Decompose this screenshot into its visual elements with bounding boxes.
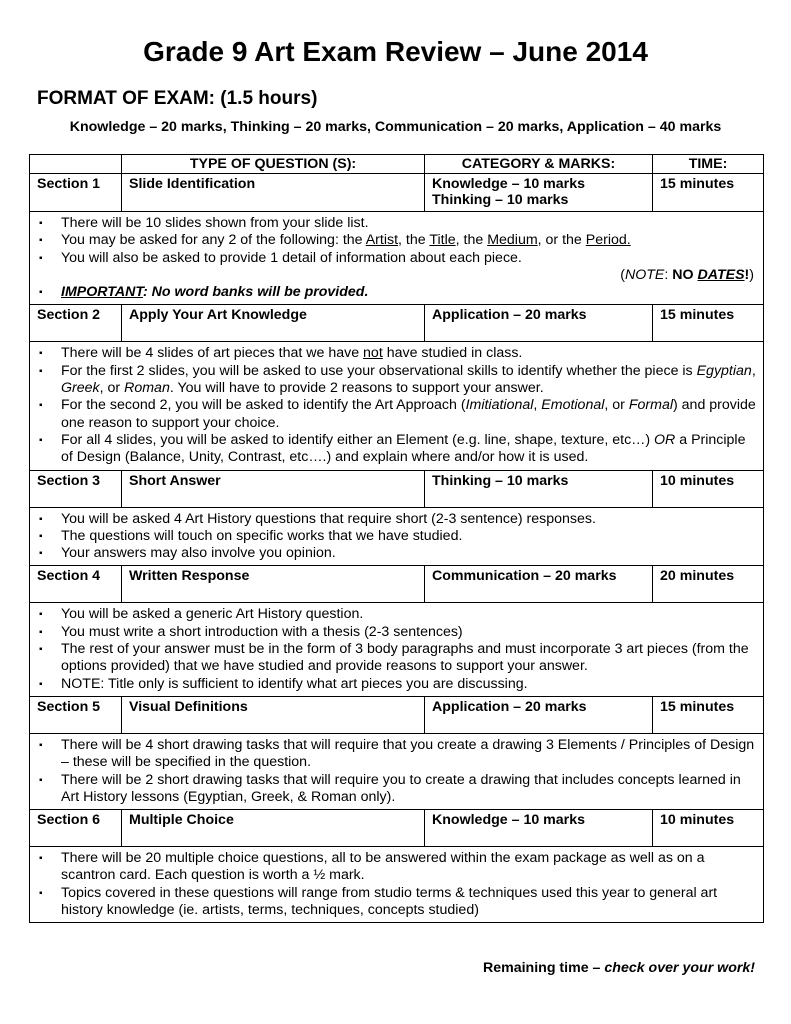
section-label: Section 6 (30, 810, 122, 847)
exam-format-table (29, 154, 764, 923)
bullet-list (37, 284, 756, 301)
list-item: ▪ For all 4 slides, you will be asked to identify either an Element (e.g. line, shape, texture, etc…) OR a Principle of Design (Balance, Unity, Contrast, etc….) and explain where and/or how it is used. (39, 431, 746, 466)
bullet-icon: ▪ (39, 678, 43, 690)
section-type: Slide Identification (122, 174, 425, 212)
section-row (30, 470, 764, 507)
section-category (425, 174, 653, 212)
section-time: 10 minutes (653, 810, 764, 847)
bullet-icon: ▪ (39, 853, 43, 865)
list-item: ▪ Topics covered in these questions will range from studio terms & techniques used this year to general art history knowledge (ie. artists, terms, techniques, concepts studied) (39, 884, 718, 919)
section-row (30, 174, 764, 212)
section-row (30, 696, 764, 733)
list-item: ▪ There will be 20 multiple choice questions, all to be answered within the exam package as well as on a scantron card. Each question is worth a ½ mark. (39, 850, 705, 884)
section-details-row (30, 603, 764, 696)
section-category: Thinking – 10 marks (425, 470, 653, 507)
bullet-icon: ▪ (39, 218, 43, 229)
list-item: ▪ NOTE: Title only is sufficient to identify what art pieces you are discussing. (39, 675, 528, 692)
page-title: Grade 9 Art Exam Review – June 2014 (143, 36, 648, 67)
section-row (30, 810, 764, 847)
section-time: 10 minutes (653, 470, 764, 507)
section-details-row (30, 847, 764, 923)
header-category-marks: CATEGORY & MARKS: (425, 155, 653, 174)
bullet-icon: ▪ (39, 739, 43, 751)
bullet-icon: ▪ (39, 644, 43, 656)
section-details (30, 603, 764, 696)
section-category: Communication – 20 marks (425, 566, 653, 603)
list-item: ▪ IMPORTANT: No word banks will be provided. (39, 284, 369, 301)
section-details-row (30, 733, 764, 809)
section-type: Short Answer (122, 470, 425, 507)
list-item: ▪ There will be 10 slides shown from your slide list. (39, 215, 369, 231)
no-dates-note: (NOTE: NO DATES!) (620, 266, 754, 283)
section-details-row (30, 342, 764, 470)
bullet-list (37, 606, 756, 692)
section-time: 20 minutes (653, 566, 764, 603)
header-type-of-question: TYPE OF QUESTION (S): (122, 155, 425, 174)
section-label: Section 2 (30, 305, 122, 342)
section-row (30, 305, 764, 342)
list-item: ▪ The rest of your answer must be in the form of 3 body paragraphs and must incorporate 3 art pieces (from the options provided) that we have studied and provide reasons to support your answer. (39, 641, 749, 675)
section-type: Multiple Choice (122, 810, 425, 847)
section-time: 15 minutes (653, 696, 764, 733)
bullet-icon: ▪ (39, 548, 43, 560)
list-item: ▪ For the first 2 slides, you will be asked to use your observational skills to identify whether the piece is Egyptian, Greek, or Roman. You will have to provide 2 reasons to support your answer. (39, 362, 756, 397)
section-time: 15 minutes (653, 305, 764, 342)
header-time: TIME: (653, 155, 764, 174)
section-time: 15 minutes (653, 174, 764, 212)
remaining-time-note: Remaining time – check over your work! (482, 960, 755, 976)
section-label: Section 4 (30, 566, 122, 603)
bullet-icon: ▪ (39, 626, 43, 638)
header-blank-cell (30, 155, 122, 174)
section-details (30, 507, 764, 566)
bullet-icon: ▪ (39, 365, 43, 377)
section-type: Apply Your Art Knowledge (122, 305, 425, 342)
bullet-icon: ▪ (39, 513, 43, 525)
bullet-list (37, 850, 756, 919)
list-item: ▪ You must write a short introduction with a thesis (2-3 sentences) (39, 623, 463, 640)
list-item: ▪ There will be 4 slides of art pieces that we have not have studied in class. (39, 345, 523, 362)
list-item: ▪ You will be asked a generic Art History question. (39, 606, 364, 623)
table-header-row (30, 155, 764, 174)
section-category: Application – 20 marks (425, 305, 653, 342)
bullet-icon: ▪ (39, 434, 43, 446)
important-label: IMPORTANT (61, 284, 143, 301)
bullet-list (37, 215, 756, 267)
section-details-row (30, 507, 764, 566)
section-type: Visual Definitions (122, 696, 425, 733)
bullet-icon: ▪ (39, 400, 43, 412)
bullet-list (37, 737, 756, 806)
category-line: Knowledge – 10 marks (432, 176, 585, 192)
section-row (30, 566, 764, 603)
format-heading: FORMAT OF EXAM: (1.5 hours) (37, 88, 318, 109)
section-label: Section 5 (30, 696, 122, 733)
bullet-icon: ▪ (39, 609, 43, 621)
list-item: ▪ For the second 2, you will be asked to identify the Art Approach (Imitiational, Emotional, or Formal) and provide one reason to support your choice. (39, 397, 756, 431)
bullet-icon: ▪ (39, 252, 43, 264)
section-category: Application – 20 marks (425, 696, 653, 733)
section-details (30, 212, 764, 305)
section-type: Written Response (122, 566, 425, 603)
section-details (30, 342, 764, 470)
list-item: ▪ You will also be asked to provide 1 detail of information about each piece. (39, 249, 522, 266)
bullet-list (37, 345, 756, 466)
section-details-row (30, 212, 764, 305)
list-item: ▪ You may be asked for any 2 of the following: the Artist, the Title, the Medium, or the Period. (39, 232, 631, 249)
list-item: ▪ The questions will touch on specific works that we have studied. (39, 527, 463, 544)
section-label: Section 1 (30, 174, 122, 212)
category-line: Thinking – 10 marks (432, 192, 569, 208)
list-item: ▪ There will be 4 short drawing tasks that will require that you create a drawing 3 Elements / Principles of Design – these will be specified in the question. (39, 736, 755, 771)
bullet-icon: ▪ (39, 348, 43, 360)
section-details (30, 847, 764, 923)
list-item: ▪ There will be 2 short drawing tasks that will require you to create a drawing that includes concepts learned in Art History lessons (Egyptian, Greek, & Roman only). (39, 771, 741, 805)
list-item: ▪ You will be asked 4 Art History questions that require short (2-3 sentence) responses. (39, 510, 596, 527)
section-category: Knowledge – 10 marks (425, 810, 653, 847)
bullet-icon: ▪ (39, 287, 43, 299)
section-label: Section 3 (30, 470, 122, 507)
section-details (30, 733, 764, 809)
marks-summary: Knowledge – 20 marks, Thinking – 20 marks, Communication – 20 marks, Application – 40 marks (69, 119, 722, 135)
bullet-icon: ▪ (39, 774, 43, 786)
bullet-icon: ▪ (39, 887, 43, 899)
bullet-list (37, 511, 756, 563)
bullet-icon: ▪ (39, 235, 43, 247)
bullet-icon: ▪ (39, 530, 43, 542)
list-item: ▪ Your answers may also involve you opinion. (39, 545, 336, 562)
